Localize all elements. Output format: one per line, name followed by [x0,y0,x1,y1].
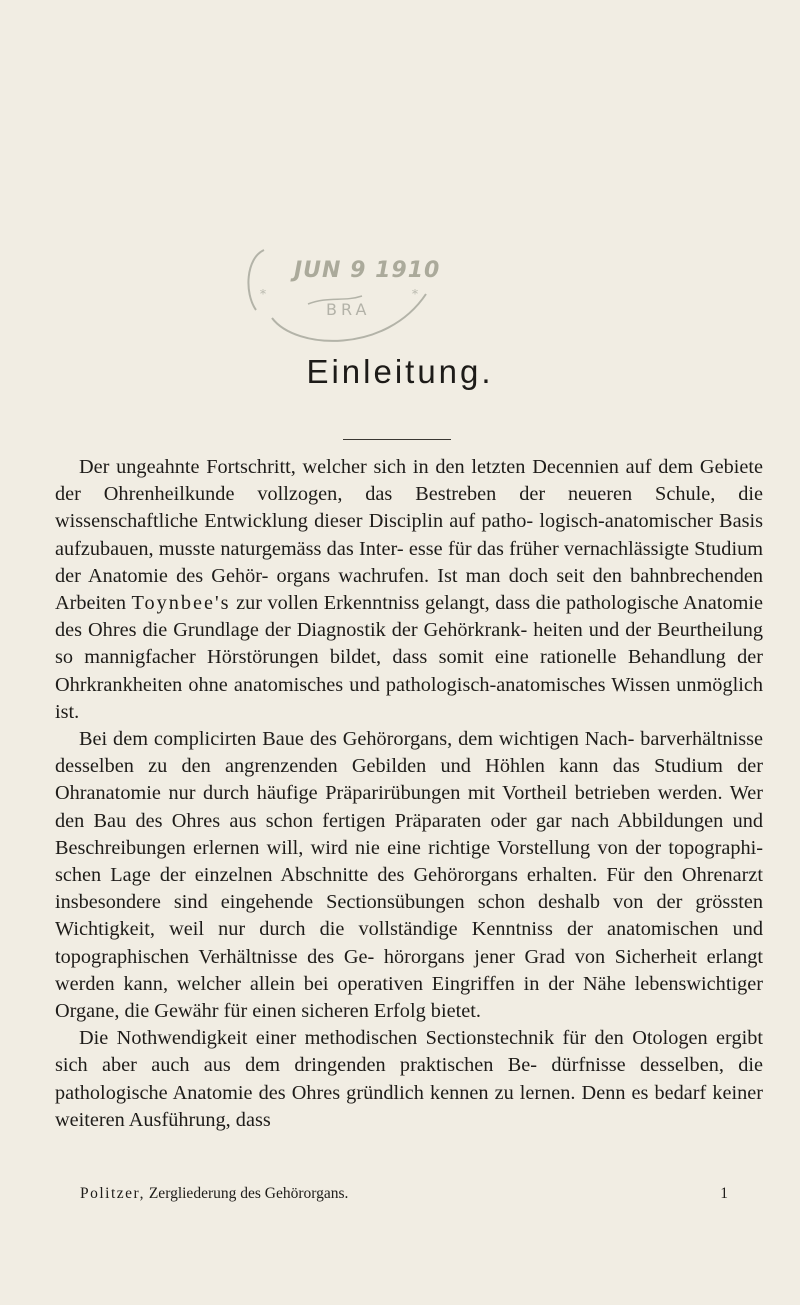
footer-signature-mark: 1 [720,1185,728,1202]
svg-text:*: * [260,287,266,301]
library-stamp-outline [236,238,441,356]
body-text [55,454,763,1134]
stamp-date: JUN 9 1910 [294,258,441,283]
footer-author: Politzer, [80,1185,145,1202]
paragraph-1-before: Der ungeahnte Fortschritt, welcher sich in den letzten Decennien auf dem Gebiete der Ohrenheilkunde vollzogen, das Bestreben der neueren Schule, die wissenschaftliche Entwicklung dieser Disciplin auf patho- logisch-anatomischer Basis aufzubauen, musste naturgemäss das Inter- esse für das früher vernachlässigte Studium der Anatomie des Gehör- organs wachrufen. Ist man doch seit den bahnbrechenden Arbeiten [55,456,763,615]
page-footer [80,1185,728,1203]
chapter-title: Einleitung. [306,353,494,390]
paragraph-1 [55,454,763,726]
title-rule [343,439,451,440]
author-name-toynbee: Toynbee's [131,592,231,615]
library-stamp [236,238,441,356]
paragraph-3: Die Nothwendigkeit einer methodischen Sectionstechnik für den Otologen ergibt sich aber auch aus dem dringenden praktischen Be- dürfnisse desselben, die pathologische Anatomie des Ohres gründlich kennen zu lernen. Denn es bedarf keiner weiteren Ausführung, dass [55,1027,763,1131]
paragraph-1-after: zur vollen Erkenntniss gelangt, dass die pathologische Anatomie des Ohres die Grundlage der Diagnostik der Gehörkrank- heiten und der Beurtheilung so mannigfacher Hörstörungen bildet, dass somit eine rationelle Behandlung der Ohrkrankheiten ohne anatomisches und pathologisch-anatomisches Wissen unmöglich ist. [55,592,763,723]
stamp-library-mark: BRA [326,300,371,319]
footer-source [80,1185,348,1203]
paragraph-2: Bei dem complicirten Baue des Gehörorgans, dem wichtigen Nach- barverhältnisse desselben zu den angrenzenden Gebilden und Höhlen kann das Studium der Ohranatomie nur durch häufige Präparirübungen mit Vortheil betrieben werden. Wer den Bau des Ohres aus schon fertigen Präparaten oder gar nach Abbildungen und Beschreibungen erlernen will, wird nie eine richtige Vorstellung von der topographi- schen Lage der einzelnen Abschnitte des Gehörorgans erhalten. Für den Ohrenarzt insbesondere sind eingehende Sectionsübungen schon deshalb von der grössten Wichtigkeit, weil nur durch die vollständige Kenntniss der anatomischen und topographischen Verhältnisse des Ge- hörorgans jener Grad von Sicherheit erlangt werden kann, welcher allein bei operativen Eingriffen in der Nähe lebenswichtiger Organe, die Gewähr für einen sicheren Erfolg bietet. [55,728,763,1023]
svg-text:*: * [412,287,418,301]
footer-book-title: Zergliederung des Gehörorgans. [148,1185,349,1202]
